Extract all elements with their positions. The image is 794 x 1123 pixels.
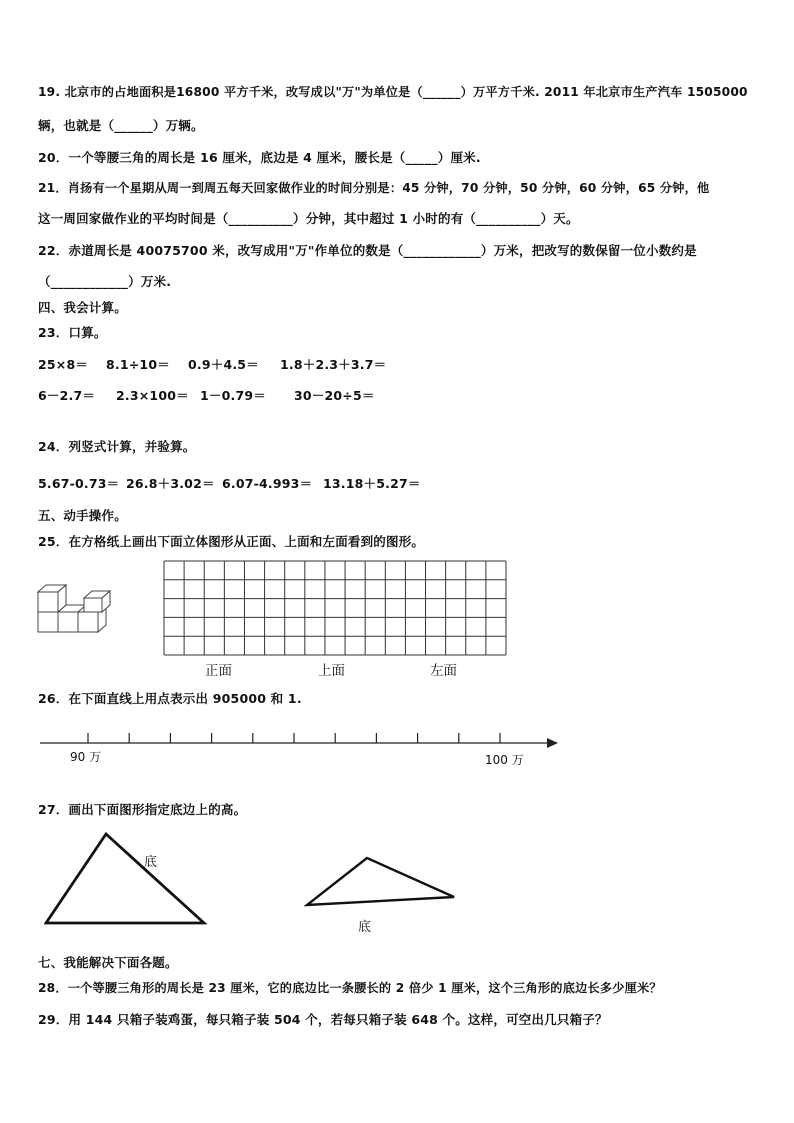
q23-row1-item: 1.8＋2.3＋3.7＝ [280, 357, 387, 372]
label-left-view: 左面 [430, 663, 457, 679]
q22-line2: （____________）万米. [38, 274, 172, 289]
q23-row1-item: 25×8＝ [38, 357, 89, 372]
q24-row [38, 474, 758, 492]
q21-line2: 这一周回家做作业的平均时间是（__________）分钟，其中超过 1 小时的有（__________）天。 [38, 211, 579, 226]
q24-title: 24．列竖式计算，并验算。 [38, 439, 196, 454]
grid-paper[interactable] [162, 559, 508, 657]
section4-title: 四、我会计算。 [38, 300, 127, 315]
q28-text: 28．一个等腰三角形的周长是 23 厘米，它的底边比一条腰长的 2 倍少 1 厘米，这个三角形的底边长多少厘米？ [38, 981, 662, 995]
solid-figure [36, 582, 126, 634]
q23-row2-item: 30－20÷5＝ [294, 388, 375, 403]
q23-row2-item: 1－0.79＝ [200, 388, 266, 403]
q23-row1 [38, 355, 758, 373]
q23-title: 23．口算。 [38, 325, 107, 340]
q19-line1: 19. 北京市的占地面积是16800 平方千米，改写成以"万"为单位是（______）万平方千米. 2011 年北京市生产汽车 1505000 [38, 85, 748, 99]
q22-line1: 22．赤道周长是 40075700 米，改写成用"万"作单位的数是（____________）万米，把改写的数保留一位小数约是 [38, 243, 697, 258]
label-front-view: 正面 [205, 663, 232, 679]
q25-title: 25．在方格纸上画出下面立体图形从正面、上面和左面看到的图形。 [38, 534, 425, 549]
number-line-end-label: 100 万 [485, 753, 524, 767]
q23-row1-item: 8.1÷10＝ [106, 357, 170, 372]
q24-item: 13.18＋5.27＝ [323, 476, 421, 491]
q20-text: 20．一个等腰三角的周长是 16 厘米，底边是 4 厘米，腰长是（_____）厘米. [38, 150, 481, 165]
q23-row1-item: 0.9＋4.5＝ [188, 357, 259, 372]
q19-line2: 辆，也就是（______）万辆。 [38, 118, 204, 133]
section5-title: 五、动手操作。 [38, 508, 127, 523]
q21-line1: 21．肖扬有一个星期从周一到周五每天回家做作业的时间分别是：45 分钟，70 分钟，50 分钟，60 分钟，65 分钟，他 [38, 181, 710, 195]
q23-row2-item: 6－2.7＝ [38, 388, 96, 403]
q24-item: 26.8＋3.02＝ [126, 476, 215, 491]
q27-title: 27．画出下面图形指定底边上的高。 [38, 802, 247, 817]
q23-row2 [38, 386, 758, 404]
q29-text: 29．用 144 只箱子装鸡蛋，每只箱子装 504 个，若每只箱子装 648 个。这样，可空出几只箱子？ [38, 1012, 608, 1027]
triangle-1-base-label: 底 [144, 855, 158, 870]
triangle-2[interactable] [304, 855, 458, 909]
q24-item: 5.67-0.73＝ [38, 476, 120, 491]
section7-title: 七、我能解决下面各题。 [38, 955, 178, 970]
q26-title: 26．在下面直线上用点表示出 905000 和 1. [38, 691, 302, 706]
label-top-view: 上面 [318, 663, 345, 679]
triangle-1[interactable] [44, 832, 210, 926]
number-line-start-label: 90 万 [70, 750, 102, 764]
triangle-2-base-label: 底 [358, 920, 372, 935]
q24-item: 6.07-4.993＝ [222, 476, 313, 491]
q23-row2-item: 2.3×100＝ [116, 388, 189, 403]
